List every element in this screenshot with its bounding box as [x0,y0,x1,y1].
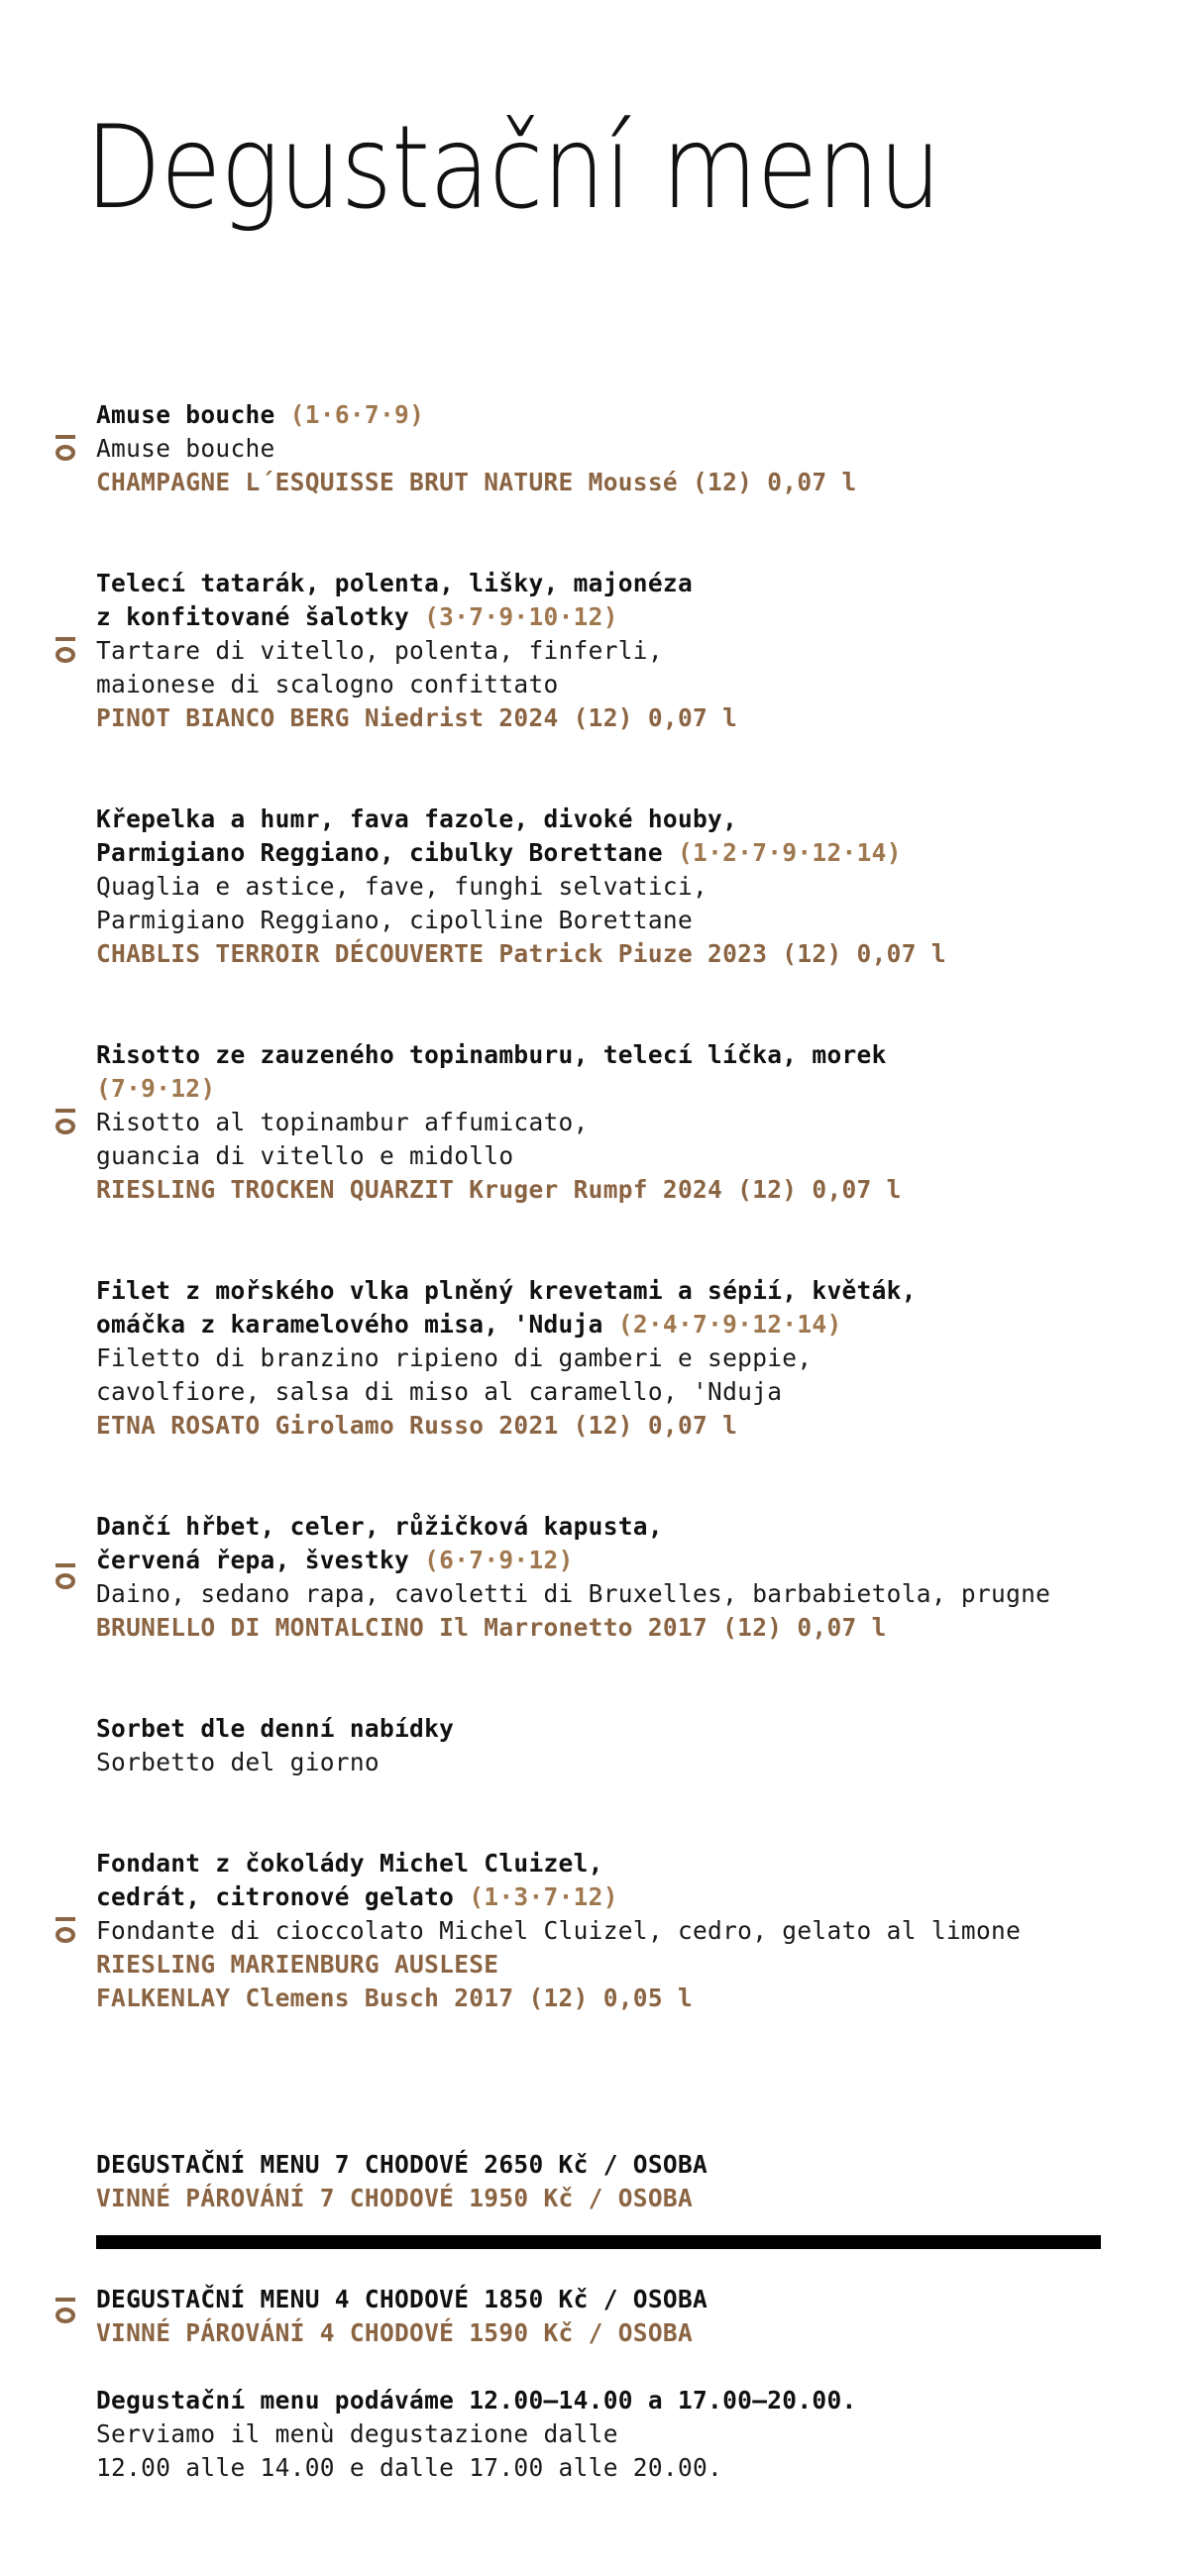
course-2 [96,567,1127,735]
course-name-line [96,1880,1127,1914]
course-name-line [96,1544,1127,1577]
course-name-cz: cedrát, citronové gelato [96,1882,455,1911]
course-name-it: Risotto al topinambur affumicato, [96,1108,589,1136]
course-name-cz: Parmigiano Reggiano, cibulky Borettane [96,838,663,867]
service-hours [96,2384,1101,2485]
menu-7-price: DEGUSTAČNÍ MENU 7 CHODOVÉ 2650 Kč / OSOBA [96,2150,708,2179]
wine-pairing: CHABLIS TERROIR DÉCOUVERTE Patrick Piuze 2023 (12) 0,07 l [96,939,946,968]
io-4-course-marker-icon [54,1561,76,1591]
course-name-line [96,1308,1127,1342]
course-1 [96,398,1127,499]
allergen-codes: (3·7·9·10·12) [424,602,618,631]
allergen-codes: (6·7·9·12) [424,1546,574,1574]
io-4-course-marker-icon [54,1107,76,1136]
io-4-course-marker-icon [54,433,76,463]
allergen-line [96,1072,1127,1106]
course-name-it: Amuse bouche [96,434,275,463]
course-name-it: guancia di vitello e midollo [96,1141,514,1170]
wine-pairing: ETNA ROSATO Girolamo Russo 2021 (12) 0,07 l [96,1411,738,1440]
course-name-cz: Telecí tatarák, polenta, lišky, majonéza [96,569,694,597]
course-7 [96,1712,1127,1779]
course-name-it: Quaglia e astice, fave, funghi selvatici, [96,872,708,901]
allergen-codes: (1·3·7·12) [469,1882,618,1911]
wine-pairing: RIESLING MARIENBURG AUSLESE [96,1950,499,1979]
course-name-cz: Dančí hřbet, celer, růžičková kapusta, [96,1512,663,1541]
course-name-cz: Amuse bouche [96,400,275,429]
hours-cz: Degustační menu podáváme 12.00–14.00 a 17.00–20.00. [96,2386,857,2415]
wine-pairing: CHAMPAGNE L´ESQUISSE BRUT NATURE Moussé (12) 0,07 l [96,468,857,496]
course-4 [96,1038,1127,1207]
menu-4-price: DEGUSTAČNÍ MENU 4 CHODOVÉ 1850 Kč / OSOBA [96,2285,708,2313]
allergen-codes: (7·9·12) [96,1074,216,1103]
page-title: Degustační menu [85,101,941,235]
io-4-course-marker-icon [54,635,76,665]
course-name-it: Daino, sedano rapa, cavoletti di Bruxelles, barbabietola, prugne [96,1579,1051,1608]
course-name-it: Fondante di cioccolato Michel Cluizel, cedro, gelato al limone [96,1916,1022,1945]
divider [96,2235,1101,2249]
wine-pairing: FALKENLAY Clemens Busch 2017 (12) 0,05 l [96,1984,694,2012]
course-name-cz: Filet z mořského vlka plněný krevetami a sépií, květák, [96,1276,917,1305]
pricing-4-course [96,2283,1101,2350]
wine-pairing-7-price: VINNÉ PÁROVÁNÍ 7 CHODOVÉ 1950 Kč / OSOBA [96,2184,694,2212]
hours-it-line-1: Serviamo il menù degustazione dalle [96,2419,618,2448]
io-4-course-marker-icon [54,2296,76,2325]
wine-pairing-4-price: VINNÉ PÁROVÁNÍ 4 CHODOVÉ 1590 Kč / OSOBA [96,2318,694,2347]
course-name-it: Filetto di branzino ripieno di gamberi e seppie, [96,1343,813,1372]
course-name-line [96,398,1127,432]
course-name-it: Tartare di vitello, polenta, finferli, [96,636,663,665]
course-name-it: Sorbetto del giorno [96,1748,380,1776]
course-name-cz: Fondant z čokolády Michel Cluizel, [96,1849,603,1878]
wine-pairing: PINOT BIANCO BERG Niedrist 2024 (12) 0,07 l [96,703,738,732]
pricing-7-course [96,2148,1101,2215]
wine-pairing: BRUNELLO DI MONTALCINO Il Marronetto 2017 (12) 0,07 l [96,1613,887,1642]
course-name-cz: omáčka z karamelového misa, 'Nduja [96,1310,603,1339]
allergen-codes: (1·2·7·9·12·14) [677,838,902,867]
course-6 [96,1510,1127,1645]
course-8 [96,1847,1127,2015]
course-name-cz: Risotto ze zauzeného topinamburu, telecí líčka, morek [96,1040,887,1069]
course-name-it: cavolfiore, salsa di miso al caramello, 'Nduja [96,1377,783,1406]
course-name-cz: z konfitované šalotky [96,602,410,631]
course-name-cz: červená řepa, švestky [96,1546,410,1574]
hours-it-line-2: 12.00 alle 14.00 e dalle 17.00 alle 20.00. [96,2453,723,2482]
wine-pairing: RIESLING TROCKEN QUARZIT Kruger Rumpf 2024 (12) 0,07 l [96,1175,902,1204]
allergen-codes: (2·4·7·9·12·14) [617,1310,842,1339]
course-name-line [96,836,1127,870]
course-name-it: maionese di scalogno confittato [96,670,559,698]
course-name-cz: Sorbet dle denní nabídky [96,1714,455,1743]
course-5 [96,1274,1127,1443]
course-3 [96,803,1127,971]
io-4-course-marker-icon [54,1915,76,1945]
course-name-cz: Křepelka a humr, fava fazole, divoké houby, [96,805,738,833]
course-name-line [96,600,1127,634]
allergen-codes: (1·6·7·9) [289,400,425,429]
course-name-it: Parmigiano Reggiano, cipolline Borettane [96,906,694,934]
